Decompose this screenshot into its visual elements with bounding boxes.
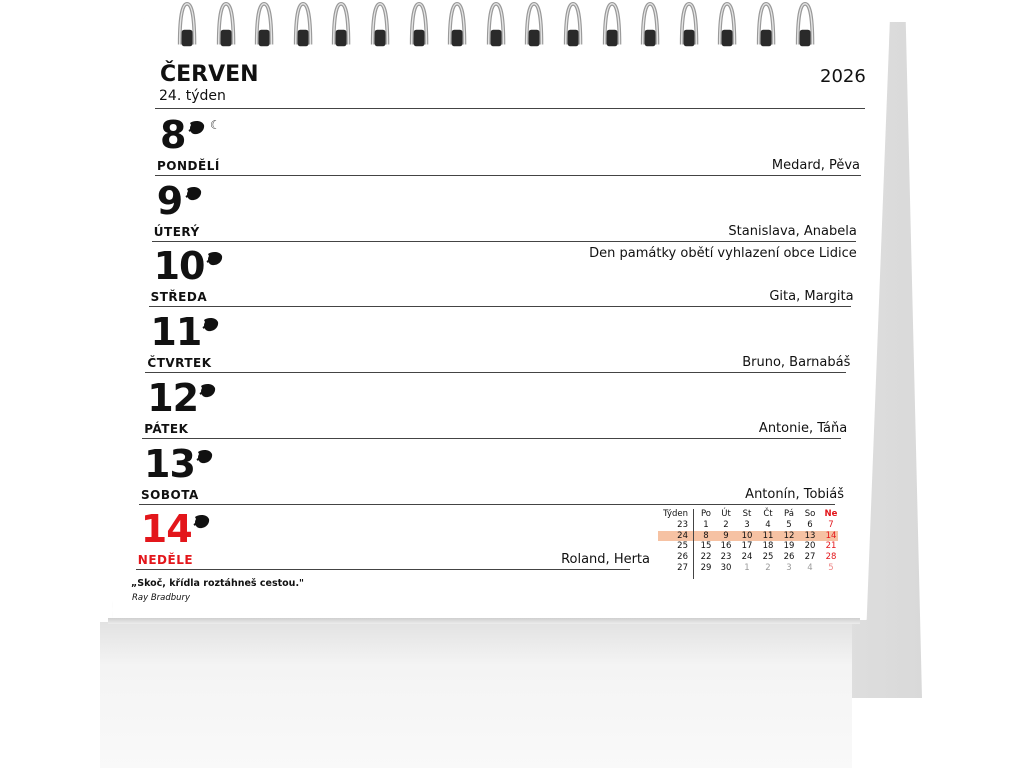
calendar-page-edge (108, 618, 860, 624)
mini-calendar-divider (693, 509, 694, 579)
binding-coil (253, 0, 277, 52)
mini-weekday-header: Po (700, 509, 712, 519)
quote-author: Ray Bradbury (132, 593, 191, 603)
day-name: ÚTERÝ (153, 224, 200, 239)
year-label: 2026 (820, 66, 866, 87)
mini-weekday-header: Ne (824, 509, 838, 519)
header-rule (155, 108, 865, 109)
day-number: 14 (140, 507, 192, 552)
mini-day-cell: 22 (700, 552, 712, 563)
day-number: 13 (144, 441, 195, 486)
mini-week-number: 25 (677, 541, 688, 552)
mini-day-cell: 27 (804, 552, 816, 563)
mini-day-cell: 25 (762, 552, 774, 563)
mini-day-cell: 3 (786, 562, 792, 573)
binding-coil (369, 0, 393, 52)
binding-coil (716, 0, 740, 52)
mini-day-cell: 30 (720, 562, 732, 573)
mini-day-cell: 13 (804, 530, 816, 541)
day-number: 12 (147, 375, 199, 420)
day-name: PONDĚLÍ (157, 159, 220, 173)
day-separator (136, 569, 630, 570)
moon-phase-icon (196, 449, 214, 465)
mini-day-cell: 5 (786, 519, 792, 530)
mini-month-calendar (658, 509, 838, 574)
mini-day-cell: 20 (804, 541, 816, 552)
moon-phase-icon (206, 251, 224, 267)
mini-day-cell: 1 (744, 562, 750, 573)
mini-day-cell: 3 (744, 519, 750, 530)
mini-day-cell: 18 (762, 541, 774, 552)
day-number: 10 (153, 244, 205, 289)
name-day-names: Antonie, Táňa (758, 420, 848, 436)
name-day-names: Gita, Margita (769, 289, 854, 305)
binding-coil (330, 0, 354, 52)
mini-weekday-header: Út (721, 509, 731, 519)
binding-coil (562, 0, 586, 52)
mini-calendar-week-row (658, 520, 838, 531)
mini-weekday-header: St (742, 509, 752, 519)
mini-day-cell: 9 (723, 530, 729, 541)
mini-day-cell: 2 (765, 562, 771, 573)
moon-phase-icon (202, 317, 220, 333)
day-name: PÁTEK (144, 421, 189, 436)
mini-day-cell: 17 (741, 541, 753, 552)
moon-phase-icon (185, 186, 203, 202)
binding-coil (523, 0, 547, 52)
mini-day-cell: 29 (700, 562, 712, 573)
mini-day-cell: 8 (703, 530, 709, 541)
crescent-moon-icon: ☾ (210, 118, 221, 132)
mini-day-cell: 28 (825, 552, 837, 563)
mini-day-cell: 19 (783, 541, 795, 552)
mini-weekday-header: So (804, 509, 816, 519)
day-separator (152, 241, 856, 242)
week-label: 24. týden (159, 88, 226, 104)
binding-coil (215, 0, 239, 52)
mini-calendar-header (658, 509, 838, 520)
mini-week-number: 26 (677, 552, 688, 563)
mini-day-cell: 24 (741, 552, 753, 563)
mini-week-number: 23 (677, 519, 688, 530)
day-separator (139, 504, 835, 505)
day-name: ČTVRTEK (147, 356, 212, 371)
mini-day-cell: 1 (703, 519, 709, 530)
name-day-names: Roland, Herta (561, 552, 650, 568)
mini-day-cell: 12 (783, 530, 795, 541)
day-name: SOBOTA (141, 487, 199, 502)
day-separator (145, 372, 845, 373)
mini-day-cell: 15 (700, 541, 712, 552)
mini-day-cell: 4 (807, 562, 813, 573)
name-day-names: Bruno, Barnabáš (742, 355, 851, 371)
mini-weekday-header: Čt (763, 509, 773, 519)
mini-day-cell: 4 (765, 519, 771, 530)
moon-phase-icon (199, 383, 217, 399)
binding-coil (446, 0, 470, 52)
mini-day-cell: 26 (783, 552, 795, 563)
binding-coil (755, 0, 779, 52)
mini-day-cell: 2 (723, 519, 729, 530)
binding-coil (485, 0, 509, 52)
day-name: NEDĚLE (137, 553, 194, 568)
binding-coil (794, 0, 818, 52)
mini-week-number: 24 (677, 530, 688, 541)
day-number: 9 (156, 178, 183, 223)
mini-day-cell: 14 (825, 530, 837, 541)
binding-coil (408, 0, 432, 52)
moon-phase-icon (188, 120, 206, 136)
binding-coil (678, 0, 702, 52)
mini-day-cell: 11 (762, 530, 774, 541)
mini-weekday-header: Pá (784, 509, 794, 519)
mini-calendar-week-row (658, 563, 838, 574)
day-separator (155, 175, 861, 176)
binding-coil (292, 0, 316, 52)
day-separator (142, 438, 840, 439)
day-name: STŘEDA (150, 290, 208, 305)
binding-coil (601, 0, 625, 52)
name-day-names: Stanislava, Anabela (728, 223, 857, 239)
mini-day-cell: 7 (828, 519, 834, 530)
day-separator (149, 306, 851, 307)
name-day-names: Antonín, Tobiáš (745, 486, 844, 502)
mini-day-cell: 16 (720, 541, 732, 552)
mini-day-cell: 5 (828, 562, 834, 573)
mini-calendar-week-row (658, 531, 838, 542)
binding-coil (639, 0, 663, 52)
mini-week-header: Týden (663, 509, 688, 519)
mini-day-cell: 23 (720, 552, 732, 563)
mini-calendar-week-row (658, 541, 838, 552)
holiday-note: Den památky obětí vyhlazení obce Lidice (589, 245, 857, 261)
mini-calendar-week-row (658, 552, 838, 563)
name-day-names: Medard, Pěva (771, 158, 860, 173)
calendar-stand-base (100, 622, 852, 768)
quote-text: „Skoč, křídla roztáhneš cestou." (131, 578, 304, 589)
mini-day-cell: 6 (807, 519, 813, 530)
day-number: 8 (160, 113, 186, 157)
mini-day-cell: 10 (741, 530, 753, 541)
day-number: 11 (150, 310, 202, 355)
month-title: ČERVEN (160, 62, 259, 87)
moon-phase-icon (193, 514, 211, 530)
mini-day-cell: 21 (825, 541, 837, 552)
binding-coil (176, 0, 200, 52)
mini-week-number: 27 (677, 562, 688, 573)
